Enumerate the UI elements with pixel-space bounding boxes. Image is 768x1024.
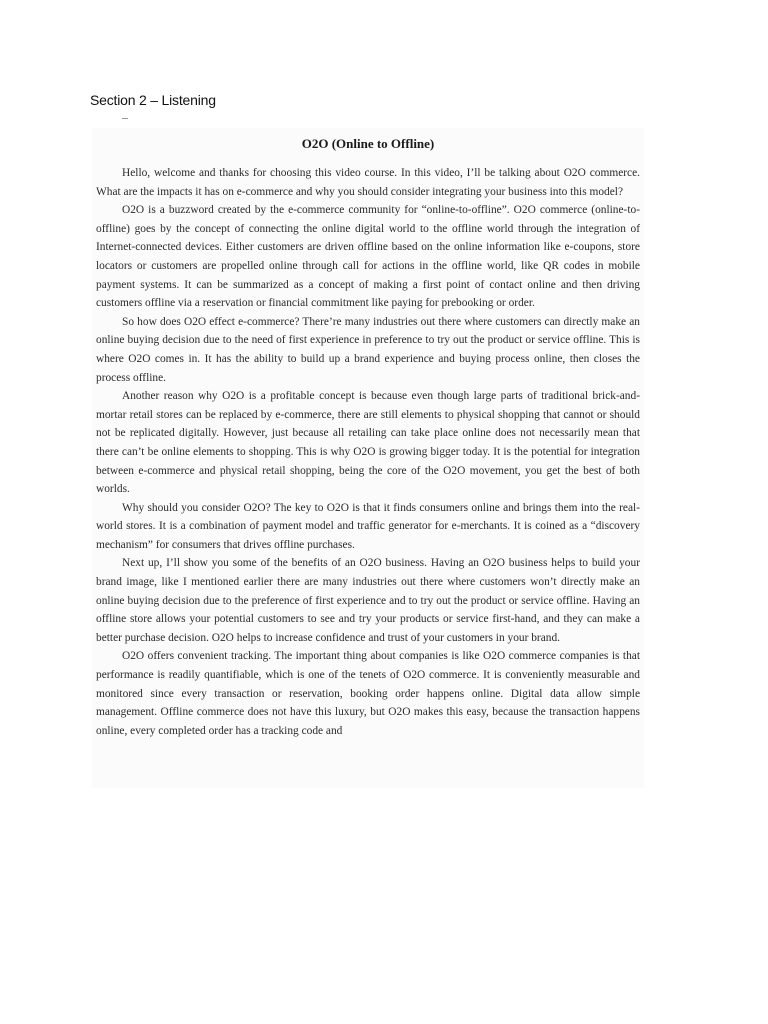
paragraph: So how does O2O effect e-commerce? There’re many industries out there where customers can directly make an online buying decision due to the need of first experience in preference to try out the product or service offline. This is where O2O comes in. It has the ability to build up a brand experience and buying process online, then closes the process offline. <box>96 315 640 384</box>
paragraph: O2O is a buzzword created by the e-commerce community for “online-to-offline”. O2O commerce (online-to-offline) goes by the concept of connecting the online digital world to the offline world through the integration of Internet-connected devices. Either customers are driven offline based on the online information like e-coupons, store locators or customers are propelled online through call for actions in the offline world, like QR codes in mobile payment systems. It can be summarized as a concept of making a first point of contact online and then driving customers offline via a reservation or financial commitment like paying for prebooking or order. <box>96 204 640 310</box>
scan-mark <box>122 118 128 119</box>
paragraph: Another reason why O2O is a profitable concept is because even though large parts of traditional brick-and-mortar retail stores can be replaced by e-commerce, there are still elements to physical shopping that cannot or should not be replicated digitally. However, just because all retailing can take place online does not necessarily mean that there can’t be online elements to shopping. This is why O2O is growing bigger today. It is the potential for integration between e-commerce and physical retail shopping, being the core of the O2O movement, you get the best of both worlds. <box>96 390 640 496</box>
paragraph: Why should you consider O2O? The key to O2O is that it finds consumers online and brings them into the real-world stores. It is a combination of payment model and traffic generator for e-merchants. It is coined as a “discovery mechanism” for consumers that drives offline purchases. <box>96 501 640 551</box>
article-body <box>92 164 644 740</box>
paragraph: O2O offers convenient tracking. The important thing about companies is like O2O commerce companies is that performance is readily quantifiable, which is one of the tenets of O2O commerce. It is conveniently measurable and monitored since every transaction or reservation, booking order happens online. Digital data allow simple management. Offline commerce does not have this luxury, but O2O makes this easy, because the transaction happens online, every completed order has a tracking code and <box>96 650 640 737</box>
paragraph: Next up, I’ll show you some of the benefits of an O2O business. Having an O2O business helps to build your brand image, like I mentioned earlier there are many industries out there where customers won’t directly make an online buying decision due to the preference of first experience and to try out the product or service offline. Having an offline store allows your potential customers to see and try your products or service first-hand, and they can make a better purchase decision. O2O helps to increase confidence and trust of your customers in your brand. <box>96 557 640 644</box>
article-title: O2O (Online to Offline) <box>301 136 435 151</box>
paragraph: Hello, welcome and thanks for choosing this video course. In this video, I’ll be talking about O2O commerce. What are the impacts it has on e-commerce and why you should consider integrating your business into this model? <box>96 167 640 198</box>
scanned-page <box>92 128 644 788</box>
section-heading: Section 2 – Listening <box>90 92 216 108</box>
